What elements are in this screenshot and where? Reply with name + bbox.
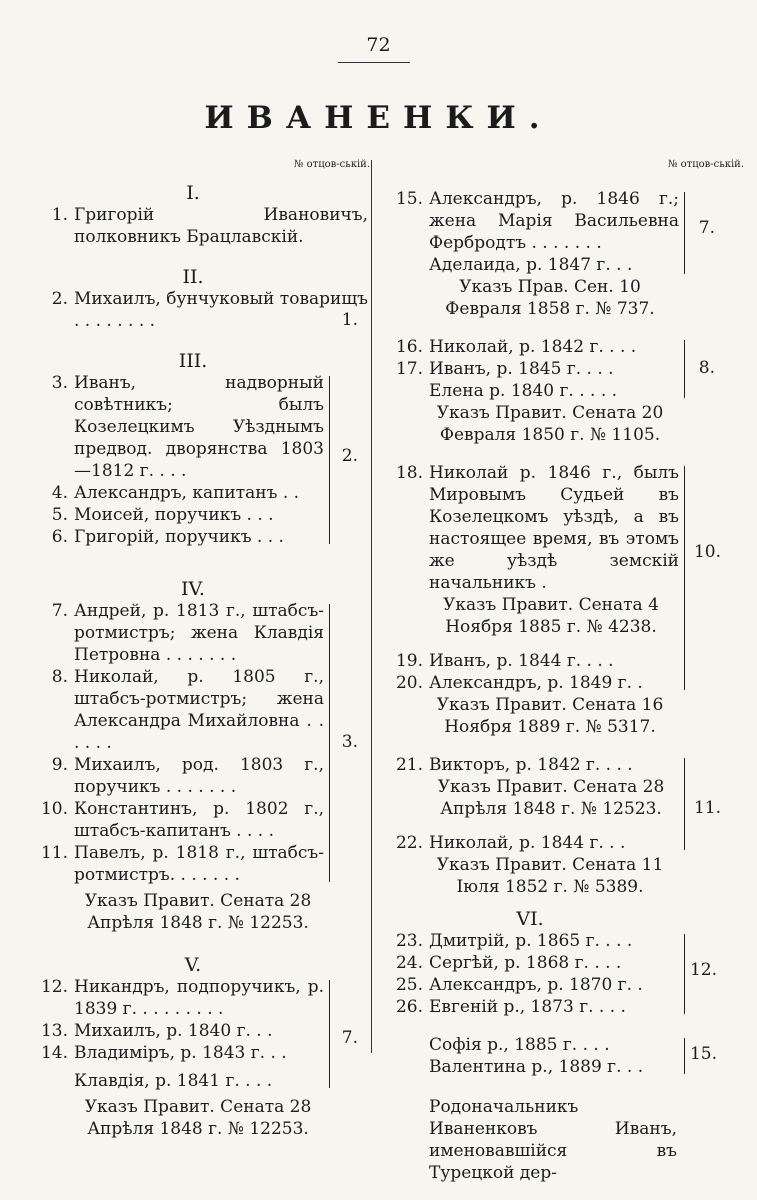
column-header: № отцов-ській. xyxy=(668,159,744,170)
entry xyxy=(28,526,324,548)
entry-number: 9. xyxy=(51,755,68,775)
entry xyxy=(28,600,324,666)
entry-text: Николай, р. 1844 г. . . xyxy=(429,833,626,853)
group-21 xyxy=(383,754,731,854)
senate-decree: Указъ Правит. Сената 28 Апрѣля 1848 г. № 12253. xyxy=(84,1097,312,1139)
senate-decree: Указъ Правит. Сената 4 Ноября 1885 г. № 4238. xyxy=(443,595,659,637)
entry xyxy=(28,482,324,504)
right-column xyxy=(383,159,744,1184)
father-ref: 7. xyxy=(698,218,715,238)
entry-number: 4. xyxy=(51,483,68,503)
entry xyxy=(383,188,679,254)
father-ref: 15. xyxy=(689,1044,717,1064)
entry-number: 21. xyxy=(395,755,423,775)
generation-i xyxy=(28,204,368,248)
entry xyxy=(383,462,679,594)
entry-text: Николай, р. 1842 г. . . . xyxy=(429,337,637,357)
entry-text: Александръ, р. 1870 г. . xyxy=(429,975,643,995)
entry-number: 24. xyxy=(395,953,423,973)
entry-number: 16. xyxy=(395,337,423,357)
entry-text: Никандръ, подпоручикъ, р. 1839 г. . . . . . . . . xyxy=(74,977,324,1019)
senate-decree: Указъ Правит. Сената 20 Февраля 1850 г. № 1105. xyxy=(436,403,664,445)
entry xyxy=(383,996,679,1018)
generation-v xyxy=(28,976,368,1092)
entry-number: 3. xyxy=(51,373,68,393)
group-brace xyxy=(684,934,685,1014)
group-brace xyxy=(684,758,685,850)
page-number: 72 xyxy=(366,34,391,56)
entry-text: Павелъ, р. 1818 г., штабсъ-ротмистръ. . . . . . . xyxy=(74,843,324,885)
entry xyxy=(28,798,324,842)
entry-number: 15. xyxy=(395,189,423,209)
senate-decree: Указъ Прав. Сен. 10 Февраля 1858 г. № 737. xyxy=(445,277,655,319)
entry-number: 14. xyxy=(40,1043,68,1063)
entry-number: 25. xyxy=(395,975,423,995)
entry xyxy=(383,832,679,854)
entry-number: 11. xyxy=(40,843,68,863)
entry-text: Владиміръ, р. 1843 г. . . xyxy=(74,1043,287,1063)
page-title: ИВАНЕНКИ. xyxy=(204,100,553,136)
father-ref: 3. xyxy=(341,732,358,752)
senate-decree: Указъ Правит. Сената 28 Апрѣля 1848 г. № 12523. xyxy=(437,777,665,819)
father-ref: 11. xyxy=(693,798,721,818)
group-15 xyxy=(383,188,731,276)
father-ref: 2. xyxy=(341,446,358,466)
entry xyxy=(28,1042,324,1064)
father-ref: 10. xyxy=(693,542,721,562)
entry-text: Евгеній р., 1873 г. . . . xyxy=(429,997,626,1017)
entry xyxy=(28,504,324,526)
father-ref: 8. xyxy=(698,358,715,378)
entry xyxy=(383,358,679,380)
entry-text: Александръ, р. 1846 г.; жена Марія Васильевна Фербродтъ . . . . . . . xyxy=(429,189,679,253)
entry-number: 13. xyxy=(40,1021,68,1041)
generation-iii xyxy=(28,372,368,548)
entry xyxy=(383,336,679,358)
entry xyxy=(28,754,324,798)
entry-text: Александръ, капитанъ . . xyxy=(74,483,300,503)
entry-number: 12. xyxy=(40,977,68,997)
daughter-line: Елена р. 1840 г. . . . . xyxy=(429,381,618,401)
entry xyxy=(28,842,324,886)
entry-number: 18. xyxy=(395,463,423,483)
entry-number: 7. xyxy=(51,601,68,621)
daughters-group xyxy=(383,1034,731,1078)
group-brace xyxy=(684,466,685,690)
entry xyxy=(28,1020,324,1042)
page-number-rule xyxy=(338,62,410,63)
entry-text: Михаилъ, род. 1803 г., поручикъ . . . . . . . xyxy=(74,755,324,797)
group-brace xyxy=(684,340,685,398)
closing-paragraph: Родоначальникъ Иваненковъ Иванъ, именовавшійся въ Турецкой дер- xyxy=(429,1097,677,1183)
entry-number: 6. xyxy=(51,527,68,547)
entry-text: Григорій, поручикъ . . . xyxy=(74,527,284,547)
entry xyxy=(383,974,679,996)
senate-decree: Указъ Правит. Сената 16 Ноября 1889 г. № 5317. xyxy=(436,695,664,737)
entry xyxy=(383,930,679,952)
entry xyxy=(383,672,679,694)
left-column-rule xyxy=(371,160,372,1053)
group-16 xyxy=(383,336,731,402)
group-brace xyxy=(329,604,330,882)
daughter-line: Софія р., 1885 г. . . . xyxy=(429,1035,610,1055)
entry-number: 19. xyxy=(395,651,423,671)
generation-heading: I. xyxy=(186,182,200,204)
entry xyxy=(383,952,679,974)
group-18 xyxy=(383,462,731,694)
entry-text: Константинъ, р. 1802 г., штабсъ-капитанъ . . . . xyxy=(74,799,324,841)
entry-number: 8. xyxy=(51,667,68,687)
entry-text: Иванъ, р. 1844 г. . . . xyxy=(429,651,614,671)
column-header: № отцов-ській. xyxy=(294,159,370,170)
entry xyxy=(383,754,679,776)
entry-number: 23. xyxy=(395,931,423,951)
entry-number: 2. xyxy=(51,289,68,309)
entry-text: Андрей, р. 1813 г., штабсъ-ротмистръ; жена Клавдія Петровна . . . . . . . xyxy=(74,601,324,665)
senate-decree: Указъ Правит. Сената 11 Іюля 1852 г. № 5389. xyxy=(436,855,664,897)
entry xyxy=(383,650,679,672)
generation-ii xyxy=(28,288,368,332)
generation-iv xyxy=(28,600,368,886)
father-ref: 1. xyxy=(341,310,358,330)
group-brace xyxy=(329,980,330,1088)
father-ref: 7. xyxy=(341,1028,358,1048)
daughter-line: Валентина р., 1889 г. . . xyxy=(429,1057,644,1077)
entry xyxy=(28,204,368,248)
daughter-line: Клавдія, р. 1841 г. . . . xyxy=(74,1071,273,1091)
entry-number: 17. xyxy=(395,359,423,379)
entry-text: Моисей, поручикъ . . . xyxy=(74,505,274,525)
entry-number: 20. xyxy=(395,673,423,693)
generation-heading: V. xyxy=(184,954,202,976)
entry xyxy=(28,666,324,754)
entry-number: 22. xyxy=(395,833,423,853)
entry-text: Сергѣй, р. 1868 г. . . . xyxy=(429,953,622,973)
entry-text: Михаилъ, р. 1840 г. . . xyxy=(74,1021,273,1041)
entry-number: 1. xyxy=(51,205,68,225)
entry-text: Александръ, р. 1849 г. . xyxy=(429,673,643,693)
left-column xyxy=(28,160,368,1140)
entry-text: Иванъ, р. 1845 г. . . . xyxy=(429,359,614,379)
entry-text: Иванъ, надворный совѣтникъ; былъ Козелецкимъ Уѣзднымъ предвод. дворянства 1803—1812 г. . . . xyxy=(74,373,324,481)
group-brace xyxy=(684,192,685,274)
father-ref: 12. xyxy=(689,960,717,980)
generation-vi xyxy=(383,930,731,1018)
entry xyxy=(28,372,324,482)
entry xyxy=(28,976,324,1020)
generation-heading: III. xyxy=(178,350,208,372)
entry-text: Дмитрій, р. 1865 г. . . . xyxy=(429,931,633,951)
generation-heading: II. xyxy=(182,266,204,288)
entry-number: 10. xyxy=(40,799,68,819)
entry-text: Михаилъ, бунчуковый товарищъ . . . . . . . . xyxy=(74,289,368,331)
daughter-line: Аделаида, р. 1847 г. . . xyxy=(429,255,633,275)
generation-heading: IV. xyxy=(181,578,205,600)
senate-decree: Указъ Правит. Сената 28 Апрѣля 1848 г. № 12253. xyxy=(84,891,312,933)
entry-text: Викторъ, р. 1842 г. . . . xyxy=(429,755,633,775)
entry-number: 5. xyxy=(51,505,68,525)
group-brace xyxy=(684,1038,685,1074)
entry-text: Николай, р. 1805 г., штабсъ-ротмистръ; жена Александра Михайловна . . . . . . xyxy=(74,667,324,753)
entry xyxy=(28,288,368,332)
group-brace xyxy=(329,376,330,544)
entry-number: 26. xyxy=(395,997,423,1017)
entry-text: Николай р. 1846 г., былъ Мировымъ Судьей въ Козелецкомъ уѣздѣ, а въ настоящее время, въ этомъ же уѣздѣ земскій начальникъ . xyxy=(429,463,679,593)
entry-text: Григорій Ивановичъ, полковникъ Брацлавскій. xyxy=(74,205,368,247)
generation-heading: VI. xyxy=(516,908,544,930)
